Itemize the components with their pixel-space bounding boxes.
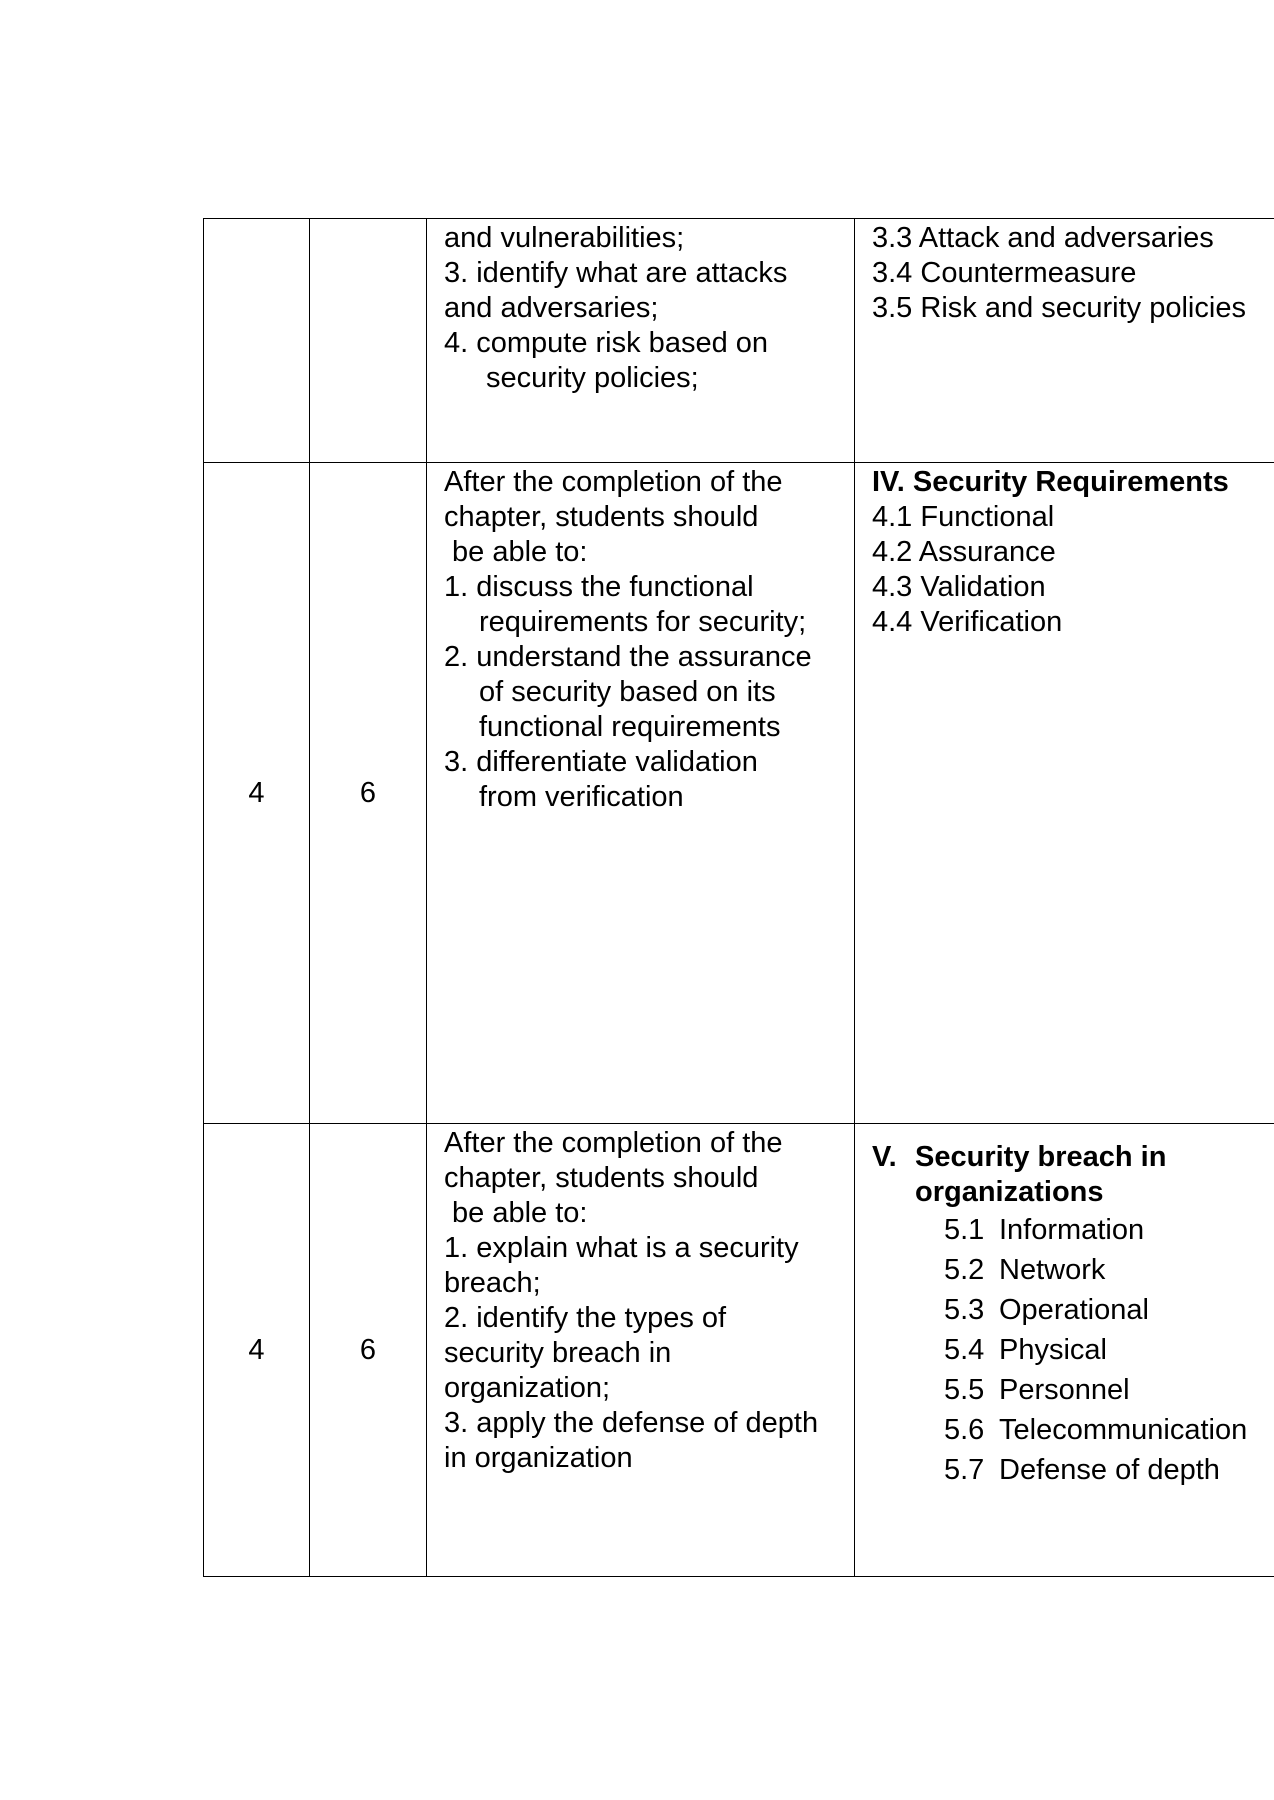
objective-line: 3. differentiate validation [444,746,758,778]
objective-line: After the completion of the [444,1127,783,1159]
subtopic-number: 5.2 [944,1254,985,1286]
hours-cell [204,219,310,463]
topic-roman-numeral: V. [872,1141,897,1173]
subtopic-number: 5.6 [944,1414,985,1446]
subtopic-number: 5.4 [944,1334,985,1366]
weeks-cell: 6 [310,463,427,1124]
hours-cell: 4 [204,463,310,1124]
subtopic-label: Network [999,1254,1106,1286]
subtopic-label: Information [999,1214,1145,1246]
hours-cell: 4 [204,1124,310,1577]
objective-line: of security based on its [479,676,776,708]
subtopic-line [872,1290,1269,1330]
table-row [204,219,1274,463]
objective-line: 2. understand the assurance [444,641,812,673]
table-row [204,463,1274,1124]
objective-line: requirements for security; [479,606,807,638]
topic-heading [872,1126,1269,1175]
topic-heading: IV. Security Requirements [872,466,1229,498]
topic-line: 3.3 Attack and adversaries [872,222,1214,254]
subtopic-line [872,1210,1269,1250]
subtopic-label: Operational [999,1294,1149,1326]
topics-cell [855,219,1274,463]
table-row [204,1124,1274,1577]
objective-line: 3. identify what are attacks [444,257,788,289]
topics-cell [855,463,1274,1124]
weeks-cell [310,219,427,463]
objective-line: 1. explain what is a security [444,1232,799,1264]
objective-line: in organization [444,1442,633,1474]
objective-line: chapter, students should [444,1162,759,1194]
topic-line: 3.4 Countermeasure [872,257,1137,289]
objective-line: 1. discuss the functional [444,571,754,603]
topic-line: 3.5 Risk and security policies [872,292,1246,324]
objective-line: and adversaries; [444,292,659,324]
topic-line: 4.4 Verification [872,606,1063,638]
objective-line: After the completion of the [444,466,783,498]
subtopic-line [872,1370,1269,1410]
subtopic-label: Personnel [999,1374,1130,1406]
subtopic-line [872,1250,1269,1290]
objective-line: be able to: [452,536,588,568]
objectives-cell [427,1124,855,1577]
subtopic-number: 5.5 [944,1374,985,1406]
objective-line: functional requirements [479,711,781,743]
objectives-cell [427,219,855,463]
objective-line: chapter, students should [444,501,759,533]
objective-line: breach; [444,1267,541,1299]
objective-line: organization; [444,1372,611,1404]
topic-heading-text: Security breach in [915,1141,1167,1173]
objective-line: be able to: [452,1197,588,1229]
weeks-cell: 6 [310,1124,427,1577]
objective-line: and vulnerabilities; [444,222,685,254]
objective-line: from verification [479,781,684,813]
topic-line: 4.1 Functional [872,501,1055,533]
syllabus-table [203,218,1274,1577]
subtopic-number: 5.3 [944,1294,985,1326]
subtopic-line [872,1410,1269,1450]
objective-line: 4. compute risk based on [444,327,769,359]
subtopic-label: Defense of depth [999,1454,1220,1486]
subtopic-label: Telecommunication [999,1414,1248,1446]
objective-line: security policies; [486,362,699,394]
objective-line: security breach in [444,1337,672,1369]
topics-cell [855,1124,1274,1577]
subtopic-line [872,1330,1269,1370]
topic-heading-continued: organizations [915,1176,1104,1208]
subtopic-number: 5.7 [944,1454,985,1486]
objective-line: 2. identify the types of [444,1302,727,1334]
topic-line: 4.2 Assurance [872,536,1056,568]
subtopic-line [872,1450,1269,1490]
objective-line: 3. apply the defense of depth [444,1407,819,1439]
topic-line: 4.3 Validation [872,571,1046,603]
objectives-cell [427,463,855,1124]
subtopic-label: Physical [999,1334,1107,1366]
subtopic-number: 5.1 [944,1214,985,1246]
